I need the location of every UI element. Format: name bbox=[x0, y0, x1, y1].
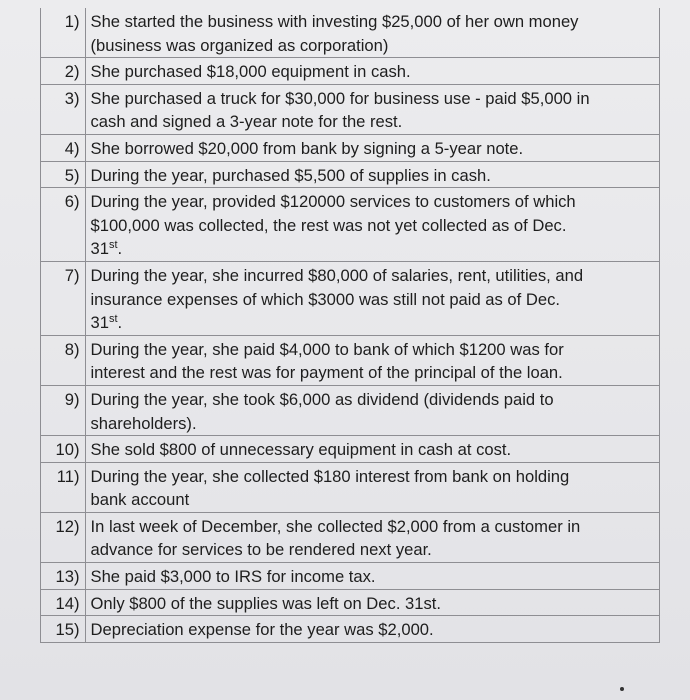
item-text-line: She paid $3,000 to IRS for income tax. bbox=[90, 567, 376, 587]
date-ordinal: st bbox=[108, 313, 118, 326]
table-row bbox=[41, 563, 659, 590]
item-text-line: During the year, she paid $4,000 to bank of which $1200 was for bbox=[90, 339, 564, 359]
transactions-table bbox=[41, 8, 660, 643]
item-date-line bbox=[91, 237, 651, 261]
date-day: 31 bbox=[90, 313, 109, 333]
item-text bbox=[85, 261, 659, 335]
item-text bbox=[85, 436, 659, 463]
table-row bbox=[41, 616, 659, 643]
item-text bbox=[85, 134, 659, 161]
item-text-line: advance for services to be rendered next year. bbox=[90, 540, 432, 560]
date-period: . bbox=[117, 239, 123, 259]
item-text-line: insurance expenses of which $3000 was still not paid as of Dec. bbox=[90, 289, 561, 309]
table-row bbox=[41, 261, 659, 335]
item-number: 11) bbox=[41, 462, 85, 512]
transactions-table-body bbox=[41, 8, 659, 642]
item-text-line: During the year, provided $120000 services to customers of which bbox=[90, 192, 576, 212]
item-number: 10) bbox=[41, 436, 85, 463]
table-row bbox=[41, 512, 659, 562]
item-text bbox=[85, 84, 659, 134]
item-text-line: During the year, she took $6,000 as dividend (dividends paid to bbox=[90, 389, 554, 409]
item-text bbox=[85, 335, 659, 385]
table-row bbox=[41, 188, 659, 262]
item-text-line: In last week of December, she collected $2,000 from a customer in bbox=[90, 516, 581, 536]
item-number: 1) bbox=[41, 8, 85, 58]
item-text-line: bank account bbox=[90, 490, 190, 510]
item-text bbox=[85, 161, 659, 188]
item-text bbox=[85, 462, 659, 512]
item-text bbox=[85, 616, 659, 643]
item-text-line: Depreciation expense for the year was $2,000. bbox=[90, 620, 434, 640]
item-text-line: She sold $800 of unnecessary equipment in cash at cost. bbox=[90, 440, 512, 460]
item-number: 4) bbox=[41, 134, 85, 161]
item-text-line: She purchased a truck for $30,000 for business use - paid $5,000 in bbox=[90, 88, 590, 108]
item-text-line: shareholders). bbox=[90, 413, 197, 433]
item-text-line: cash and signed a 3-year note for the rest. bbox=[90, 112, 403, 132]
item-number: 2) bbox=[41, 58, 85, 85]
table-row bbox=[41, 84, 659, 134]
item-text bbox=[85, 188, 659, 262]
item-text bbox=[85, 8, 659, 58]
item-text-line: She started the business with investing $25,000 of her own money bbox=[90, 12, 579, 31]
item-number: 3) bbox=[41, 84, 85, 134]
transactions-table-wrap bbox=[40, 8, 659, 643]
date-day: 31 bbox=[90, 239, 109, 259]
item-text-line: interest and the rest was for payment of the principal of the loan. bbox=[90, 363, 563, 383]
item-number: 9) bbox=[41, 385, 85, 435]
stray-mark bbox=[620, 687, 624, 691]
item-text-line: $100,000 was collected, the rest was not yet collected as of Dec. bbox=[90, 215, 567, 235]
date-ordinal: st bbox=[108, 239, 118, 252]
item-text-line: Only $800 of the supplies was left on Dec. 31st. bbox=[90, 593, 442, 613]
item-number: 8) bbox=[41, 335, 85, 385]
item-text-line: During the year, purchased $5,500 of supplies in cash. bbox=[90, 165, 491, 185]
item-text-line: During the year, she incurred $80,000 of salaries, rent, utilities, and bbox=[90, 265, 584, 285]
table-row bbox=[41, 161, 659, 188]
table-row bbox=[41, 134, 659, 161]
item-text-line: During the year, she collected $180 interest from bank on holding bbox=[90, 466, 570, 486]
item-date-line bbox=[91, 311, 651, 335]
item-number: 6) bbox=[41, 188, 85, 262]
table-row bbox=[41, 58, 659, 85]
table-row bbox=[41, 385, 659, 435]
item-text-line: She borrowed $20,000 from bank by signing a 5-year note. bbox=[90, 138, 524, 158]
item-text bbox=[85, 512, 659, 562]
item-text bbox=[85, 589, 659, 616]
date-period: . bbox=[117, 313, 123, 333]
item-number: 7) bbox=[41, 261, 85, 335]
item-number: 15) bbox=[41, 616, 85, 643]
item-text-line: (business was organized as corporation) bbox=[90, 35, 389, 55]
table-row bbox=[41, 8, 659, 58]
item-number: 14) bbox=[41, 589, 85, 616]
item-text bbox=[85, 563, 659, 590]
item-text bbox=[85, 385, 659, 435]
item-number: 13) bbox=[41, 563, 85, 590]
table-row bbox=[41, 436, 659, 463]
item-text bbox=[85, 58, 659, 85]
item-text-line: She purchased $18,000 equipment in cash. bbox=[90, 62, 411, 82]
table-row bbox=[41, 335, 659, 385]
table-row bbox=[41, 589, 659, 616]
item-number: 5) bbox=[41, 161, 85, 188]
item-number: 12) bbox=[41, 512, 85, 562]
table-row bbox=[41, 462, 659, 512]
